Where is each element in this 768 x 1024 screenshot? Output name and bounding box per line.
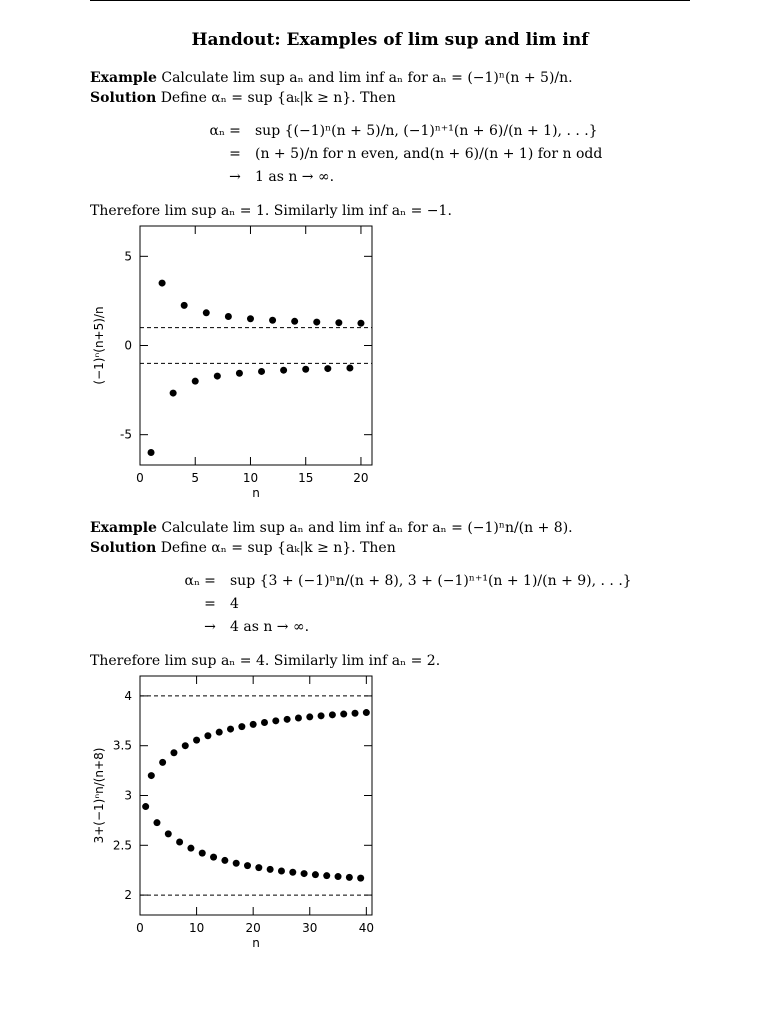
data-point <box>357 320 364 327</box>
data-point <box>170 749 177 756</box>
y-tick-label: 2 <box>124 888 132 903</box>
data-point <box>284 716 291 723</box>
data-point <box>214 373 221 380</box>
x-axis-label: n <box>252 486 260 500</box>
data-point <box>193 737 200 744</box>
data-point <box>261 719 268 726</box>
example2-eq-rel-3: → <box>204 619 216 635</box>
example1-solution-text: Define αₙ = sup {aₖ|k ≥ n}. Then <box>160 90 396 106</box>
data-point <box>233 860 240 867</box>
data-point <box>199 850 206 857</box>
example2-statement <box>90 520 573 536</box>
data-point <box>203 309 210 316</box>
chart-1 <box>85 218 385 503</box>
example2-conclusion: Therefore lim sup aₙ = 4. Similarly lim inf aₙ = 2. <box>90 653 441 669</box>
data-point <box>153 819 160 826</box>
x-tick-label: 0 <box>136 921 144 935</box>
example1-solution <box>90 90 396 106</box>
plot-frame <box>140 226 372 465</box>
x-tick-label: 15 <box>298 471 314 485</box>
example2-solution-label: Solution <box>90 540 157 556</box>
example1-solution-label: Solution <box>90 90 157 106</box>
example1-statement <box>90 70 573 86</box>
example2-solution-text: Define αₙ = sup {aₖ|k ≥ n}. Then <box>160 540 396 556</box>
top-rule <box>90 0 690 1</box>
data-point <box>142 803 149 810</box>
example1-eq-rhs-2: (n + 5)/n for n even, and(n + 6)/(n + 1) for n odd <box>255 146 603 162</box>
data-point <box>329 711 336 718</box>
data-point <box>269 317 276 324</box>
data-point <box>255 864 262 871</box>
page-title: Handout: Examples of lim sup and lim inf <box>191 30 589 50</box>
example2-eq-rhs-3: 4 as n → ∞. <box>230 619 310 635</box>
data-point <box>192 378 199 385</box>
y-tick-label: -5 <box>120 427 132 442</box>
example1-eq-rhs-1: sup {(−1)ⁿ(n + 5)/n, (−1)ⁿ⁺¹(n + 6)/(n + 1), . . .} <box>255 123 598 139</box>
data-point <box>340 711 347 718</box>
data-point <box>187 845 194 852</box>
x-tick-label: 20 <box>245 921 261 935</box>
data-point <box>165 830 172 837</box>
y-axis-label: 3+(−1)ⁿn/(n+8) <box>92 747 106 844</box>
data-point <box>267 866 274 873</box>
x-tick-label: 0 <box>136 471 144 485</box>
x-axis-label: n <box>252 936 260 950</box>
example1-eq-rhs-3: 1 as n → ∞. <box>255 169 335 185</box>
example2-eq-rhs-2: 4 <box>230 596 239 612</box>
example2-eq-rhs-1: sup {3 + (−1)ⁿn/(n + 8), 3 + (−1)ⁿ⁺¹(n + 1)/(n + 9), . . .} <box>230 573 632 589</box>
data-point <box>159 759 166 766</box>
data-point <box>295 715 302 722</box>
example1-example-text: Calculate lim sup aₙ and lim inf aₙ for aₙ = (−1)ⁿ(n + 5)/n. <box>161 70 573 86</box>
data-point <box>216 729 223 736</box>
data-point <box>291 318 298 325</box>
x-tick-label: 20 <box>353 471 369 485</box>
data-point <box>227 726 234 733</box>
y-tick-label: 5 <box>124 249 132 264</box>
data-point <box>335 319 342 326</box>
y-tick-label: 0 <box>124 338 132 353</box>
y-tick-label: 2.5 <box>112 838 132 853</box>
data-point <box>247 315 254 322</box>
data-point <box>244 862 251 869</box>
example2-eq-rel-2: = <box>204 596 216 612</box>
x-tick-label: 40 <box>358 921 374 935</box>
data-point <box>204 732 211 739</box>
data-point <box>159 280 166 287</box>
x-tick-label: 10 <box>188 921 205 935</box>
data-point <box>324 365 331 372</box>
data-point <box>148 772 155 779</box>
example2-solution <box>90 540 396 556</box>
example1-example-label: Example <box>90 70 157 86</box>
data-point <box>352 710 359 717</box>
data-point <box>210 854 217 861</box>
data-point <box>225 313 232 320</box>
data-point <box>302 366 309 373</box>
example1-conclusion: Therefore lim sup aₙ = 1. Similarly lim inf aₙ = −1. <box>90 203 452 219</box>
x-tick-label: 5 <box>191 471 200 485</box>
example1-eq-lhs: αₙ <box>209 123 225 139</box>
y-axis-label: (−1)ⁿ(n+5)/n <box>92 306 106 385</box>
example1-eq-rel-3: → <box>229 169 241 185</box>
data-point <box>289 869 296 876</box>
data-point <box>346 874 353 881</box>
data-point <box>363 709 370 716</box>
data-point <box>301 870 308 877</box>
data-point <box>236 370 243 377</box>
data-point <box>181 302 188 309</box>
data-point <box>313 319 320 326</box>
example1-eq-rel-1: = <box>229 123 241 139</box>
data-point <box>148 449 155 456</box>
data-point <box>280 367 287 374</box>
data-point <box>335 873 342 880</box>
example2-example-label: Example <box>90 520 157 536</box>
data-point <box>221 857 228 864</box>
data-point <box>182 742 189 749</box>
example1-eq-rel-2: = <box>229 146 241 162</box>
data-point <box>272 717 279 724</box>
data-point <box>318 712 325 719</box>
chart-2 <box>85 668 385 953</box>
x-tick-label: 30 <box>302 921 318 935</box>
y-tick-label: 4 <box>124 688 132 703</box>
x-tick-label: 10 <box>242 471 259 485</box>
data-point <box>357 875 364 882</box>
data-point <box>258 368 265 375</box>
data-point <box>170 390 177 397</box>
example2-eq-lhs: αₙ <box>184 573 200 589</box>
example2-eq-rel-1: = <box>204 573 216 589</box>
data-point <box>346 365 353 372</box>
data-point <box>176 839 183 846</box>
y-tick-label: 3.5 <box>112 738 132 753</box>
data-point <box>312 871 319 878</box>
data-point <box>278 867 285 874</box>
data-point <box>323 872 330 879</box>
y-tick-label: 3 <box>124 788 132 803</box>
example2-example-text: Calculate lim sup aₙ and lim inf aₙ for aₙ = (−1)ⁿn/(n + 8). <box>161 520 573 536</box>
data-point <box>306 713 313 720</box>
data-point <box>250 721 257 728</box>
data-point <box>238 723 245 730</box>
